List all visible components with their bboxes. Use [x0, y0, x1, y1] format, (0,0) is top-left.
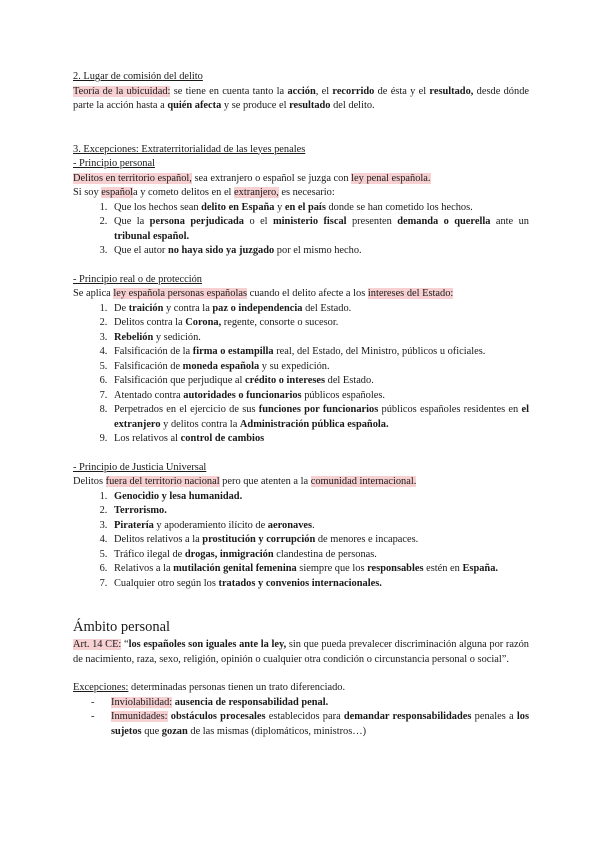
document-page	[73, 70, 529, 739]
ubicuidad-paragraph: Teoría de la ubicuidad: se tiene en cuenta tanto la acción, el recorrido de ésta y el resultado, desde dónde parte la acción hasta a quién afecta y se produce el resultado del delito.	[73, 85, 530, 111]
ambito-personal-heading: Ámbito personal	[73, 619, 171, 635]
list-item: 5. Falsificación de moneda española y su expedición.	[110, 360, 529, 375]
section-3-heading: 3. Excepciones: Extraterritorialidad de las leyes penales	[73, 143, 306, 155]
list-item: 3. Piratería y apoderamiento ilícito de aeronaves.	[110, 519, 529, 534]
list-item: 5. Tráfico ilegal de drogas, inmigración clandestina de personas.	[110, 548, 529, 563]
list-item: 1. Genocidio y lesa humanidad.	[110, 490, 529, 505]
list-item: 6. Relativos a la mutilación genital femenina siempre que los responsables estén en España.	[110, 562, 529, 577]
list-item: - Inmunidades: obstáculos procesales establecidos para demandar responsabilidades penales a los sujetos que gozan de las mismas (diplomáticos, ministros…)	[91, 710, 529, 739]
list-item: 1. De traición y contra la paz o independencia del Estado.	[110, 302, 529, 317]
real-list	[73, 302, 529, 447]
personal-line-1: Delitos en territorio español, sea extranjero o español se juzga con ley penal española.	[73, 172, 431, 184]
highlight: Teoría de la ubicuidad:	[73, 85, 171, 97]
list-item: 8. Perpetrados en el ejercicio de sus funciones por funcionarios públicos españoles residentes en el extranjero y delitos contra la Administración pública española.	[110, 403, 529, 432]
list-item: 4. Falsificación de la firma o estampilla real, del Estado, del Ministro, públicos u oficiales.	[110, 345, 529, 360]
principio-personal-heading: - Principio personal	[73, 158, 155, 169]
list-item: 2. Terrorismo.	[110, 504, 529, 519]
list-item: 4. Delitos relativos a la prostitución y corrupción de menores e incapaces.	[110, 533, 529, 548]
list-item: 7. Atentado contra autoridades o funcionarios públicos españoles.	[110, 389, 529, 404]
real-line-1: Se aplica ley española personas españolas cuando el delito afecte a los intereses del Estado:	[73, 288, 454, 299]
list-item: 2. Delitos contra la Corona, regente, consorte o sucesor.	[110, 316, 529, 331]
universal-list	[73, 490, 529, 592]
excepciones-line: Excepciones: determinadas personas tienen un trato diferenciado.	[73, 682, 346, 693]
list-item: 7. Cualquier otro según los tratados y convenios internacionales.	[110, 577, 529, 592]
personal-list	[73, 201, 529, 259]
list-item: 6. Falsificación que perjudique al crédito o intereses del Estado.	[110, 374, 529, 389]
universal-line-1: Delitos fuera del territorio nacional pero que atenten a la comunidad internacional.	[73, 476, 417, 487]
section-2-heading: 2. Lugar de comisión del delito	[73, 71, 203, 82]
list-item: 3. Que el autor no haya sido ya juzgado por el mismo hecho.	[110, 244, 529, 259]
principio-real-heading: - Principio real o de protección	[73, 273, 202, 285]
list-item: 3. Rebelión y sedición.	[110, 331, 529, 346]
list-item: 9. Los relativos al control de cambios	[110, 432, 529, 447]
art14-paragraph: Art. 14 CE: “los españoles son iguales ante la ley, sin que pueda prevalecer discriminación alguna por razón de nacimiento, raza, sexo, religión, opinión o cualquier otra condición o circunstancia personal o social”.	[73, 639, 529, 665]
list-item: 1. Que los hechos sean delito en España y en el país donde se han cometido los hechos.	[110, 201, 529, 216]
principio-universal-heading: - Principio de Justicia Universal	[73, 461, 207, 473]
excepciones-list	[73, 696, 529, 740]
personal-line-2: Si soy española y cometo delitos en el extranjero, es necesario:	[73, 187, 335, 198]
list-item: - Inviolabilidad: ausencia de responsabilidad penal.	[91, 696, 529, 711]
list-item: 2. Que la persona perjudicada o el ministerio fiscal presenten demanda o querella ante un tribunal español.	[110, 215, 529, 244]
